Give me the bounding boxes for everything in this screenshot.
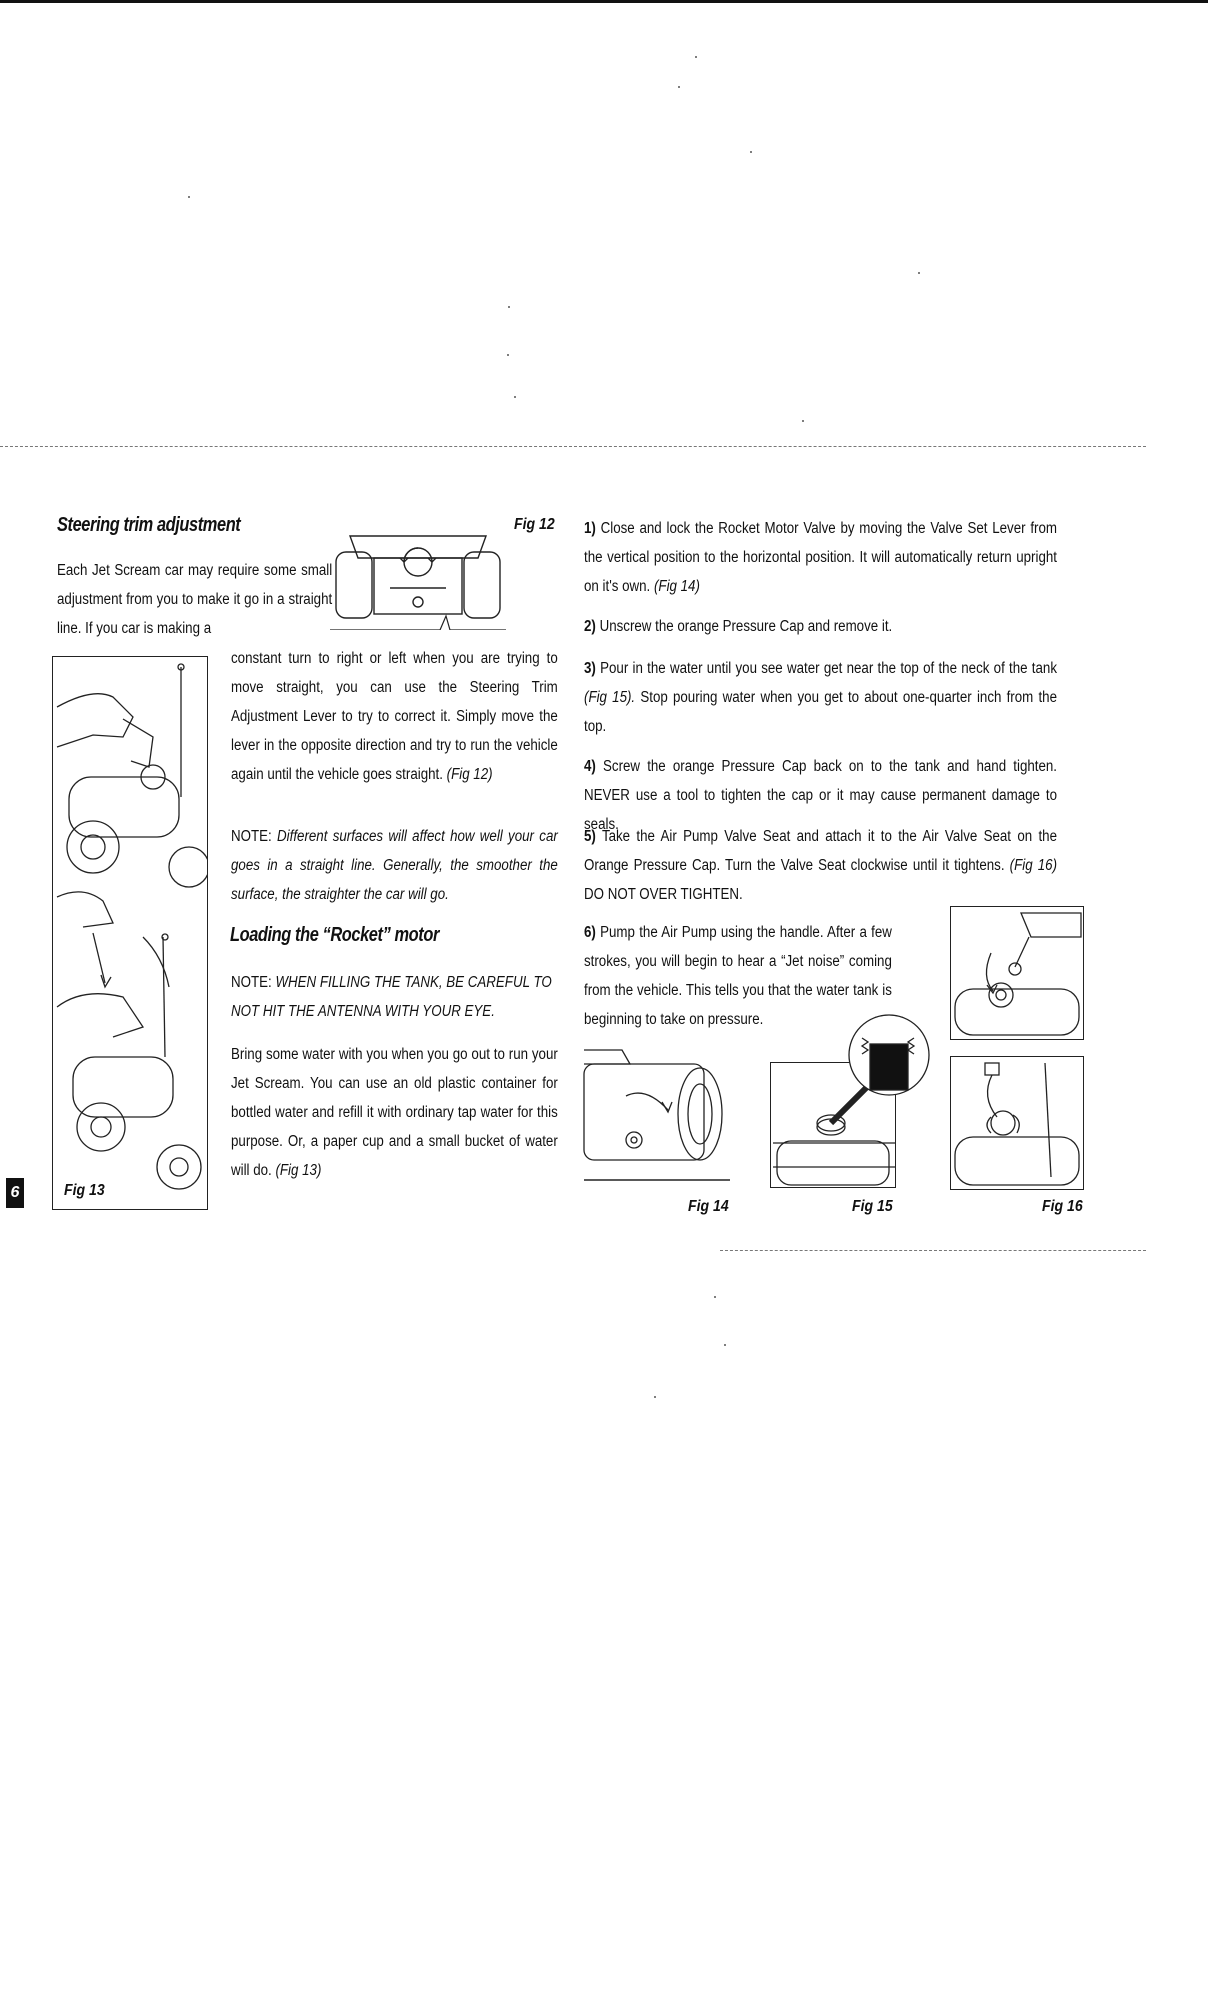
scan-speck <box>678 86 680 88</box>
step-5: 5) Take the Air Pump Valve Seat and attach it to the Air Valve Seat on the Orange Pressure Cap. Turn the Valve Seat clockwise until it tightens. (Fig 16) DO NOT OVER TIGHTEN. <box>584 828 1058 903</box>
steering-heading: Steering trim adjustment <box>57 514 241 536</box>
fig14-illustration <box>582 1030 730 1188</box>
step-6: 6) Pump the Air Pump using the handle. After a few strokes, you will begin to hear a “Jet noise” coming from the vehicle. This tells you that the water tank is beginning to take on pressure. <box>584 924 892 1028</box>
fig12-label: Fig 12 <box>514 516 555 533</box>
scan-speck <box>802 420 804 422</box>
scan-speck <box>918 272 920 274</box>
fig13-frame <box>52 656 208 1210</box>
steering-note: NOTE: Different surfaces will affect how well your car goes in a straight line. Generally, the smoother the surface, the straighter the car will go. <box>231 828 558 903</box>
fig16-top-frame <box>950 906 1084 1040</box>
scan-speck <box>508 306 510 308</box>
scan-speck <box>714 1296 716 1298</box>
page-number-tab: 6 <box>6 1178 24 1208</box>
step-1: 1) Close and lock the Rocket Motor Valve by moving the Valve Set Lever from the vertical position to the horizontal position. It will automatically return upright on it's own. (Fig 14) <box>584 520 1057 595</box>
scan-speck <box>695 56 697 58</box>
fig16-label: Fig 16 <box>1042 1198 1083 1215</box>
loading-paragraph: Bring some water with you when you go out to run your Jet Scream. You can use an old plastic container for bottled water and refill it with ordinary tap water for this purpose. Or, a paper cup and a small bucket of water will do. (Fig 13) <box>231 1046 558 1179</box>
fig12-illustration <box>330 518 506 630</box>
steering-intro-paragraph: Each Jet Scream car may require some small adjustment from you to make it go in a straight line. If you car is making a <box>57 562 333 637</box>
loading-note: NOTE: WHEN FILLING THE TANK, BE CAREFUL TO NOT HIT THE ANTENNA WITH YOUR EYE. <box>231 974 552 1020</box>
steering-continued-paragraph: constant turn to right or left when you are trying to move straight, you can use the Steering Trim Adjustment Lever to try to correct it. Simply move the lever in the opposite direction and try to run the vehicle again until the vehicle goes straight. (Fig 12) <box>231 650 558 783</box>
scan-divider-top <box>0 446 1146 447</box>
step-4: 4) Screw the orange Pressure Cap back on to the tank and hand tighten. NEVER use a tool to tighten the cap or it may cause permanent damage to seals. <box>584 758 1057 833</box>
loading-heading: Loading the “Rocket” motor <box>230 924 439 946</box>
fig14-label: Fig 14 <box>688 1198 729 1215</box>
fig15-zoom-circle <box>848 1014 930 1096</box>
scan-speck <box>750 151 752 153</box>
scan-divider-bottom <box>720 1250 1146 1251</box>
step-3: 3) Pour in the water until you see water get near the top of the neck of the tank (Fig 15). Stop pouring water when you get to about one-quarter inch from the top. <box>584 660 1057 735</box>
top-border-rule <box>0 0 1208 3</box>
scan-speck <box>188 196 190 198</box>
fig13-label: Fig 13 <box>64 1182 105 1199</box>
fig15-label: Fig 15 <box>852 1198 893 1215</box>
scan-speck <box>724 1344 726 1346</box>
scan-speck <box>514 396 516 398</box>
fig16-bottom-frame <box>950 1056 1084 1190</box>
scan-speck <box>507 354 509 356</box>
scan-speck <box>654 1396 656 1398</box>
step-2: 2) Unscrew the orange Pressure Cap and remove it. <box>584 618 893 635</box>
